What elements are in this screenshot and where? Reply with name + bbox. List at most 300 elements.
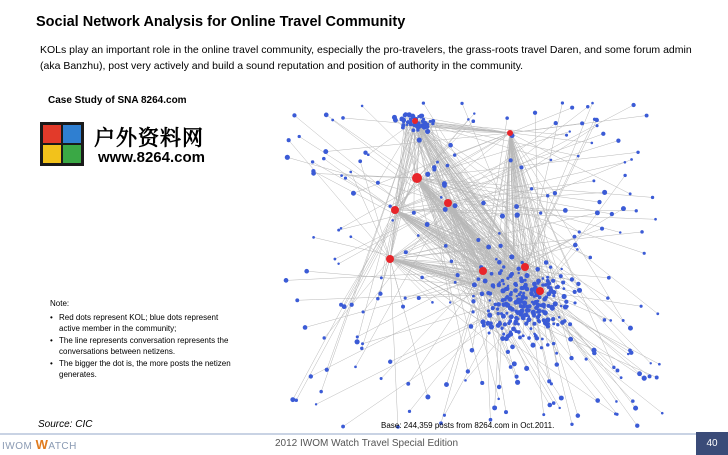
member-node <box>376 181 380 185</box>
member-node <box>650 362 652 364</box>
member-node <box>556 323 559 326</box>
member-node <box>417 296 421 300</box>
member-node <box>573 235 577 239</box>
member-node <box>324 113 329 118</box>
source-text: Source: CIC <box>38 419 93 430</box>
graph-edge <box>327 121 415 370</box>
member-node <box>519 308 524 313</box>
member-node <box>496 312 499 315</box>
member-node <box>464 379 467 382</box>
member-node <box>561 280 565 284</box>
member-node <box>509 330 512 333</box>
member-node <box>610 212 614 216</box>
member-node <box>538 313 541 316</box>
member-node <box>563 304 568 309</box>
member-node <box>340 227 343 230</box>
kol-node <box>521 263 529 271</box>
member-node <box>388 204 391 207</box>
member-node <box>573 290 577 294</box>
graph-edge <box>510 133 558 287</box>
member-node <box>586 105 589 108</box>
member-node <box>573 243 578 248</box>
member-node <box>552 322 555 325</box>
member-node <box>292 113 296 117</box>
member-node <box>540 346 543 349</box>
member-node <box>498 321 501 324</box>
member-node <box>513 321 517 325</box>
member-node <box>569 130 571 132</box>
member-node <box>323 149 328 154</box>
member-node <box>533 111 537 115</box>
graph-edge <box>355 203 448 367</box>
member-node <box>443 414 446 417</box>
member-node <box>522 334 525 337</box>
member-node <box>344 176 347 179</box>
member-node <box>503 322 507 326</box>
member-node <box>538 296 542 300</box>
member-node <box>596 124 599 127</box>
member-node <box>549 286 553 290</box>
member-node <box>500 288 505 293</box>
member-node <box>498 232 501 235</box>
member-node <box>378 292 382 296</box>
member-node <box>541 283 545 287</box>
member-node <box>287 138 291 142</box>
member-node <box>514 310 517 313</box>
member-node <box>600 227 604 231</box>
member-node <box>506 350 510 354</box>
member-node <box>509 158 513 162</box>
note-box <box>50 298 240 381</box>
member-node <box>521 305 525 309</box>
member-node <box>311 171 316 176</box>
member-node <box>417 126 420 129</box>
member-node <box>497 398 500 401</box>
member-node <box>408 410 411 413</box>
member-node <box>358 159 362 163</box>
member-node <box>486 245 491 250</box>
member-node <box>349 235 352 238</box>
member-node <box>643 252 646 255</box>
member-node <box>533 295 536 298</box>
member-node <box>609 319 612 322</box>
member-node <box>616 368 620 372</box>
member-node <box>553 191 557 195</box>
member-node <box>592 179 595 182</box>
note-item: • Red dots represent KOL; blue dots represent active member in the community; <box>50 312 240 335</box>
footer-brand-part: IWOM <box>2 441 36 452</box>
member-node <box>546 279 550 283</box>
footer-brand-initial: W <box>35 437 49 452</box>
member-node <box>522 292 525 295</box>
member-node <box>481 201 486 206</box>
member-node <box>645 114 649 118</box>
member-node <box>483 279 488 284</box>
member-node <box>471 299 475 303</box>
member-node <box>630 158 633 161</box>
member-node <box>603 318 607 322</box>
member-node <box>576 248 579 251</box>
member-node <box>406 382 410 386</box>
member-node <box>509 274 513 278</box>
social-network-graph <box>255 93 695 438</box>
member-node <box>511 327 516 332</box>
intro-text: KOLs play an important role in the online travel community, especially the pro-travelers, the grass-roots travel Daren, and some forum admin (aka Banzhu), post very actively and build a sound reputation and position of authority in the community. <box>40 44 692 72</box>
member-node <box>525 305 529 309</box>
member-node <box>470 348 475 353</box>
member-node <box>537 282 540 285</box>
member-node <box>621 206 626 211</box>
graph-edge <box>344 178 417 307</box>
graph-edge <box>362 259 390 348</box>
member-node <box>422 101 425 104</box>
member-node <box>467 118 470 121</box>
member-node <box>517 323 520 326</box>
member-node <box>337 229 340 232</box>
member-node <box>591 102 594 105</box>
member-node <box>514 204 519 209</box>
note-heading: Note: <box>50 299 70 308</box>
member-node <box>480 381 484 385</box>
member-node <box>504 410 508 414</box>
member-node <box>422 118 425 121</box>
member-node <box>570 423 573 426</box>
member-node <box>550 159 553 162</box>
member-node <box>361 105 364 108</box>
member-node <box>519 165 523 169</box>
member-node <box>507 304 510 307</box>
member-node <box>548 403 553 408</box>
member-node <box>568 337 573 342</box>
member-node <box>349 171 352 174</box>
member-node <box>536 303 539 306</box>
member-node <box>362 310 365 313</box>
kol-node <box>444 199 452 207</box>
member-node <box>516 267 520 271</box>
member-node <box>658 363 661 366</box>
member-node <box>576 413 580 417</box>
note-item: • The line represents conversation represents the conversations between netizens. <box>50 335 240 358</box>
member-node <box>624 161 627 164</box>
member-node <box>616 413 619 416</box>
member-node <box>530 187 533 190</box>
member-node <box>440 196 443 199</box>
member-node <box>303 325 308 330</box>
member-node <box>513 300 518 305</box>
member-node <box>404 297 407 300</box>
member-node <box>506 334 509 337</box>
member-node <box>392 115 397 120</box>
member-node <box>284 278 289 283</box>
member-node <box>487 313 492 318</box>
graph-edge <box>390 127 424 259</box>
base-text: Base: 244,359 posts from 8264.com in Oct.2011. <box>381 421 555 430</box>
member-node <box>563 208 568 213</box>
member-node <box>601 132 605 136</box>
member-node <box>452 203 457 208</box>
member-node <box>532 322 536 326</box>
member-node <box>319 390 322 393</box>
footer-edition: 2012 IWOM Watch Travel Special Edition <box>275 438 459 449</box>
member-node <box>341 116 345 120</box>
member-node <box>417 115 420 118</box>
member-node <box>502 333 505 336</box>
member-node <box>417 137 422 142</box>
note-item: • The bigger the dot is, the more posts the netizen generates. <box>50 358 240 381</box>
member-node <box>401 305 405 309</box>
member-node <box>449 301 451 303</box>
kol-node <box>507 130 513 136</box>
member-node <box>492 405 497 410</box>
member-node <box>539 211 542 214</box>
member-node <box>607 276 611 280</box>
member-node <box>460 102 463 105</box>
member-node <box>512 361 517 366</box>
kol-node <box>412 118 418 124</box>
member-node <box>497 260 502 265</box>
member-node <box>570 277 574 281</box>
member-node <box>331 119 334 122</box>
member-node <box>538 320 541 323</box>
member-node <box>513 282 517 286</box>
member-node <box>561 101 564 104</box>
graph-edge <box>341 178 417 305</box>
member-node <box>502 265 505 268</box>
kol-node <box>386 255 394 263</box>
graph-edge <box>316 291 540 404</box>
page-title: Social Network Analysis for Online Travel Community <box>36 14 406 30</box>
kol-node <box>391 206 399 214</box>
member-node <box>444 382 449 387</box>
note-list <box>50 312 240 381</box>
member-node <box>595 210 600 215</box>
member-node <box>518 293 521 296</box>
member-node <box>497 385 502 390</box>
member-node <box>500 269 503 272</box>
member-node <box>546 276 549 279</box>
member-node <box>500 312 503 315</box>
member-node <box>482 324 486 328</box>
member-node <box>285 155 290 160</box>
member-node <box>507 285 509 287</box>
member-node <box>391 219 394 222</box>
member-node <box>469 324 474 329</box>
member-node <box>580 121 584 125</box>
member-node <box>487 309 490 312</box>
member-node <box>527 336 531 340</box>
member-node <box>542 318 546 322</box>
member-node <box>403 113 407 117</box>
member-node <box>489 299 491 301</box>
member-node <box>355 339 360 344</box>
member-node <box>295 298 299 302</box>
member-node <box>552 342 556 346</box>
footer-divider <box>0 433 728 435</box>
member-node <box>518 336 522 340</box>
member-node <box>466 369 470 373</box>
member-node <box>409 122 411 124</box>
graph-edge <box>324 259 390 338</box>
member-node <box>529 327 532 330</box>
member-node <box>654 218 657 221</box>
member-node <box>322 157 326 161</box>
member-node <box>350 303 354 307</box>
member-node <box>401 126 405 130</box>
member-node <box>606 296 609 299</box>
member-node <box>535 267 540 272</box>
graph-edge <box>446 271 483 385</box>
member-node <box>615 400 618 403</box>
member-node <box>555 352 558 355</box>
member-node <box>552 401 556 405</box>
member-node <box>444 244 448 248</box>
member-node <box>505 116 509 120</box>
member-node <box>290 397 295 402</box>
member-node <box>471 310 474 313</box>
member-node <box>655 376 659 380</box>
member-node <box>425 222 430 227</box>
member-node <box>425 124 430 129</box>
member-node <box>471 119 475 123</box>
member-node <box>509 292 513 296</box>
member-node <box>524 273 529 278</box>
member-node <box>380 377 383 380</box>
member-node <box>637 371 642 376</box>
member-node <box>311 160 314 163</box>
site-logo <box>40 122 210 168</box>
member-node <box>524 296 527 299</box>
member-node <box>560 305 563 308</box>
member-node <box>585 357 588 360</box>
member-node <box>542 277 545 280</box>
member-node <box>536 300 539 303</box>
member-node <box>496 323 501 328</box>
member-node <box>635 209 638 212</box>
member-node <box>325 368 329 372</box>
member-node <box>411 128 415 132</box>
member-node <box>432 168 436 172</box>
member-node <box>491 306 495 310</box>
member-node <box>629 192 632 195</box>
member-node <box>588 256 592 260</box>
member-node <box>376 297 379 300</box>
member-node <box>564 300 568 304</box>
member-node <box>543 310 548 315</box>
member-node <box>619 231 622 234</box>
member-node <box>546 343 550 347</box>
member-node <box>545 323 548 326</box>
member-node <box>443 207 448 212</box>
member-node <box>360 347 363 350</box>
member-node <box>510 345 515 350</box>
member-node <box>531 310 536 315</box>
member-node <box>524 313 529 318</box>
member-node <box>556 285 560 289</box>
member-node <box>576 282 580 286</box>
member-node <box>651 196 654 199</box>
member-node <box>420 276 424 280</box>
member-node <box>498 281 501 284</box>
member-node <box>351 191 356 196</box>
graph-edge <box>395 123 425 210</box>
member-node <box>661 412 664 415</box>
member-node <box>388 360 392 364</box>
member-node <box>446 164 450 168</box>
graph-edges <box>286 103 662 427</box>
member-node <box>635 424 639 428</box>
member-node <box>570 106 574 110</box>
member-node <box>569 356 573 360</box>
member-node <box>517 272 520 275</box>
member-node <box>521 286 525 290</box>
member-node <box>416 128 420 132</box>
member-node <box>380 276 383 279</box>
member-node <box>577 288 582 293</box>
member-node <box>495 258 498 261</box>
member-node <box>412 211 416 215</box>
member-node <box>356 335 359 338</box>
member-node <box>409 117 412 120</box>
member-node <box>562 287 565 290</box>
member-node <box>562 294 567 299</box>
member-node <box>620 376 623 379</box>
member-node <box>501 302 506 307</box>
member-node <box>486 321 491 326</box>
member-node <box>341 425 345 429</box>
logo-url-text: www.8264.com <box>98 149 205 166</box>
member-node <box>549 305 554 310</box>
member-node <box>541 303 546 308</box>
member-node <box>361 342 364 345</box>
member-node <box>558 407 560 409</box>
member-node <box>559 396 564 401</box>
member-node <box>490 272 494 276</box>
member-node <box>500 214 505 219</box>
member-node <box>492 286 495 289</box>
member-node <box>524 321 528 325</box>
member-node <box>565 134 568 137</box>
member-node <box>508 319 512 323</box>
member-node <box>513 288 518 293</box>
member-node <box>480 292 485 297</box>
member-node <box>367 153 370 156</box>
footer-brand <box>2 437 77 452</box>
member-node <box>627 353 630 356</box>
member-node <box>532 303 535 306</box>
member-node <box>399 117 404 122</box>
member-node <box>456 273 460 277</box>
member-node <box>431 301 434 304</box>
member-node <box>541 338 544 341</box>
member-node <box>334 258 337 261</box>
member-node <box>551 317 555 321</box>
member-node <box>551 279 555 283</box>
member-node <box>568 322 572 326</box>
member-node <box>309 374 313 378</box>
member-node <box>442 183 447 188</box>
member-node <box>509 254 514 259</box>
member-node <box>629 351 633 355</box>
member-node <box>472 282 477 287</box>
member-node <box>315 403 317 405</box>
member-node <box>542 413 545 416</box>
member-node <box>595 398 600 403</box>
member-node <box>545 317 550 322</box>
member-node <box>450 259 454 263</box>
member-node <box>527 308 531 312</box>
member-node <box>602 190 607 195</box>
member-node <box>533 333 536 336</box>
